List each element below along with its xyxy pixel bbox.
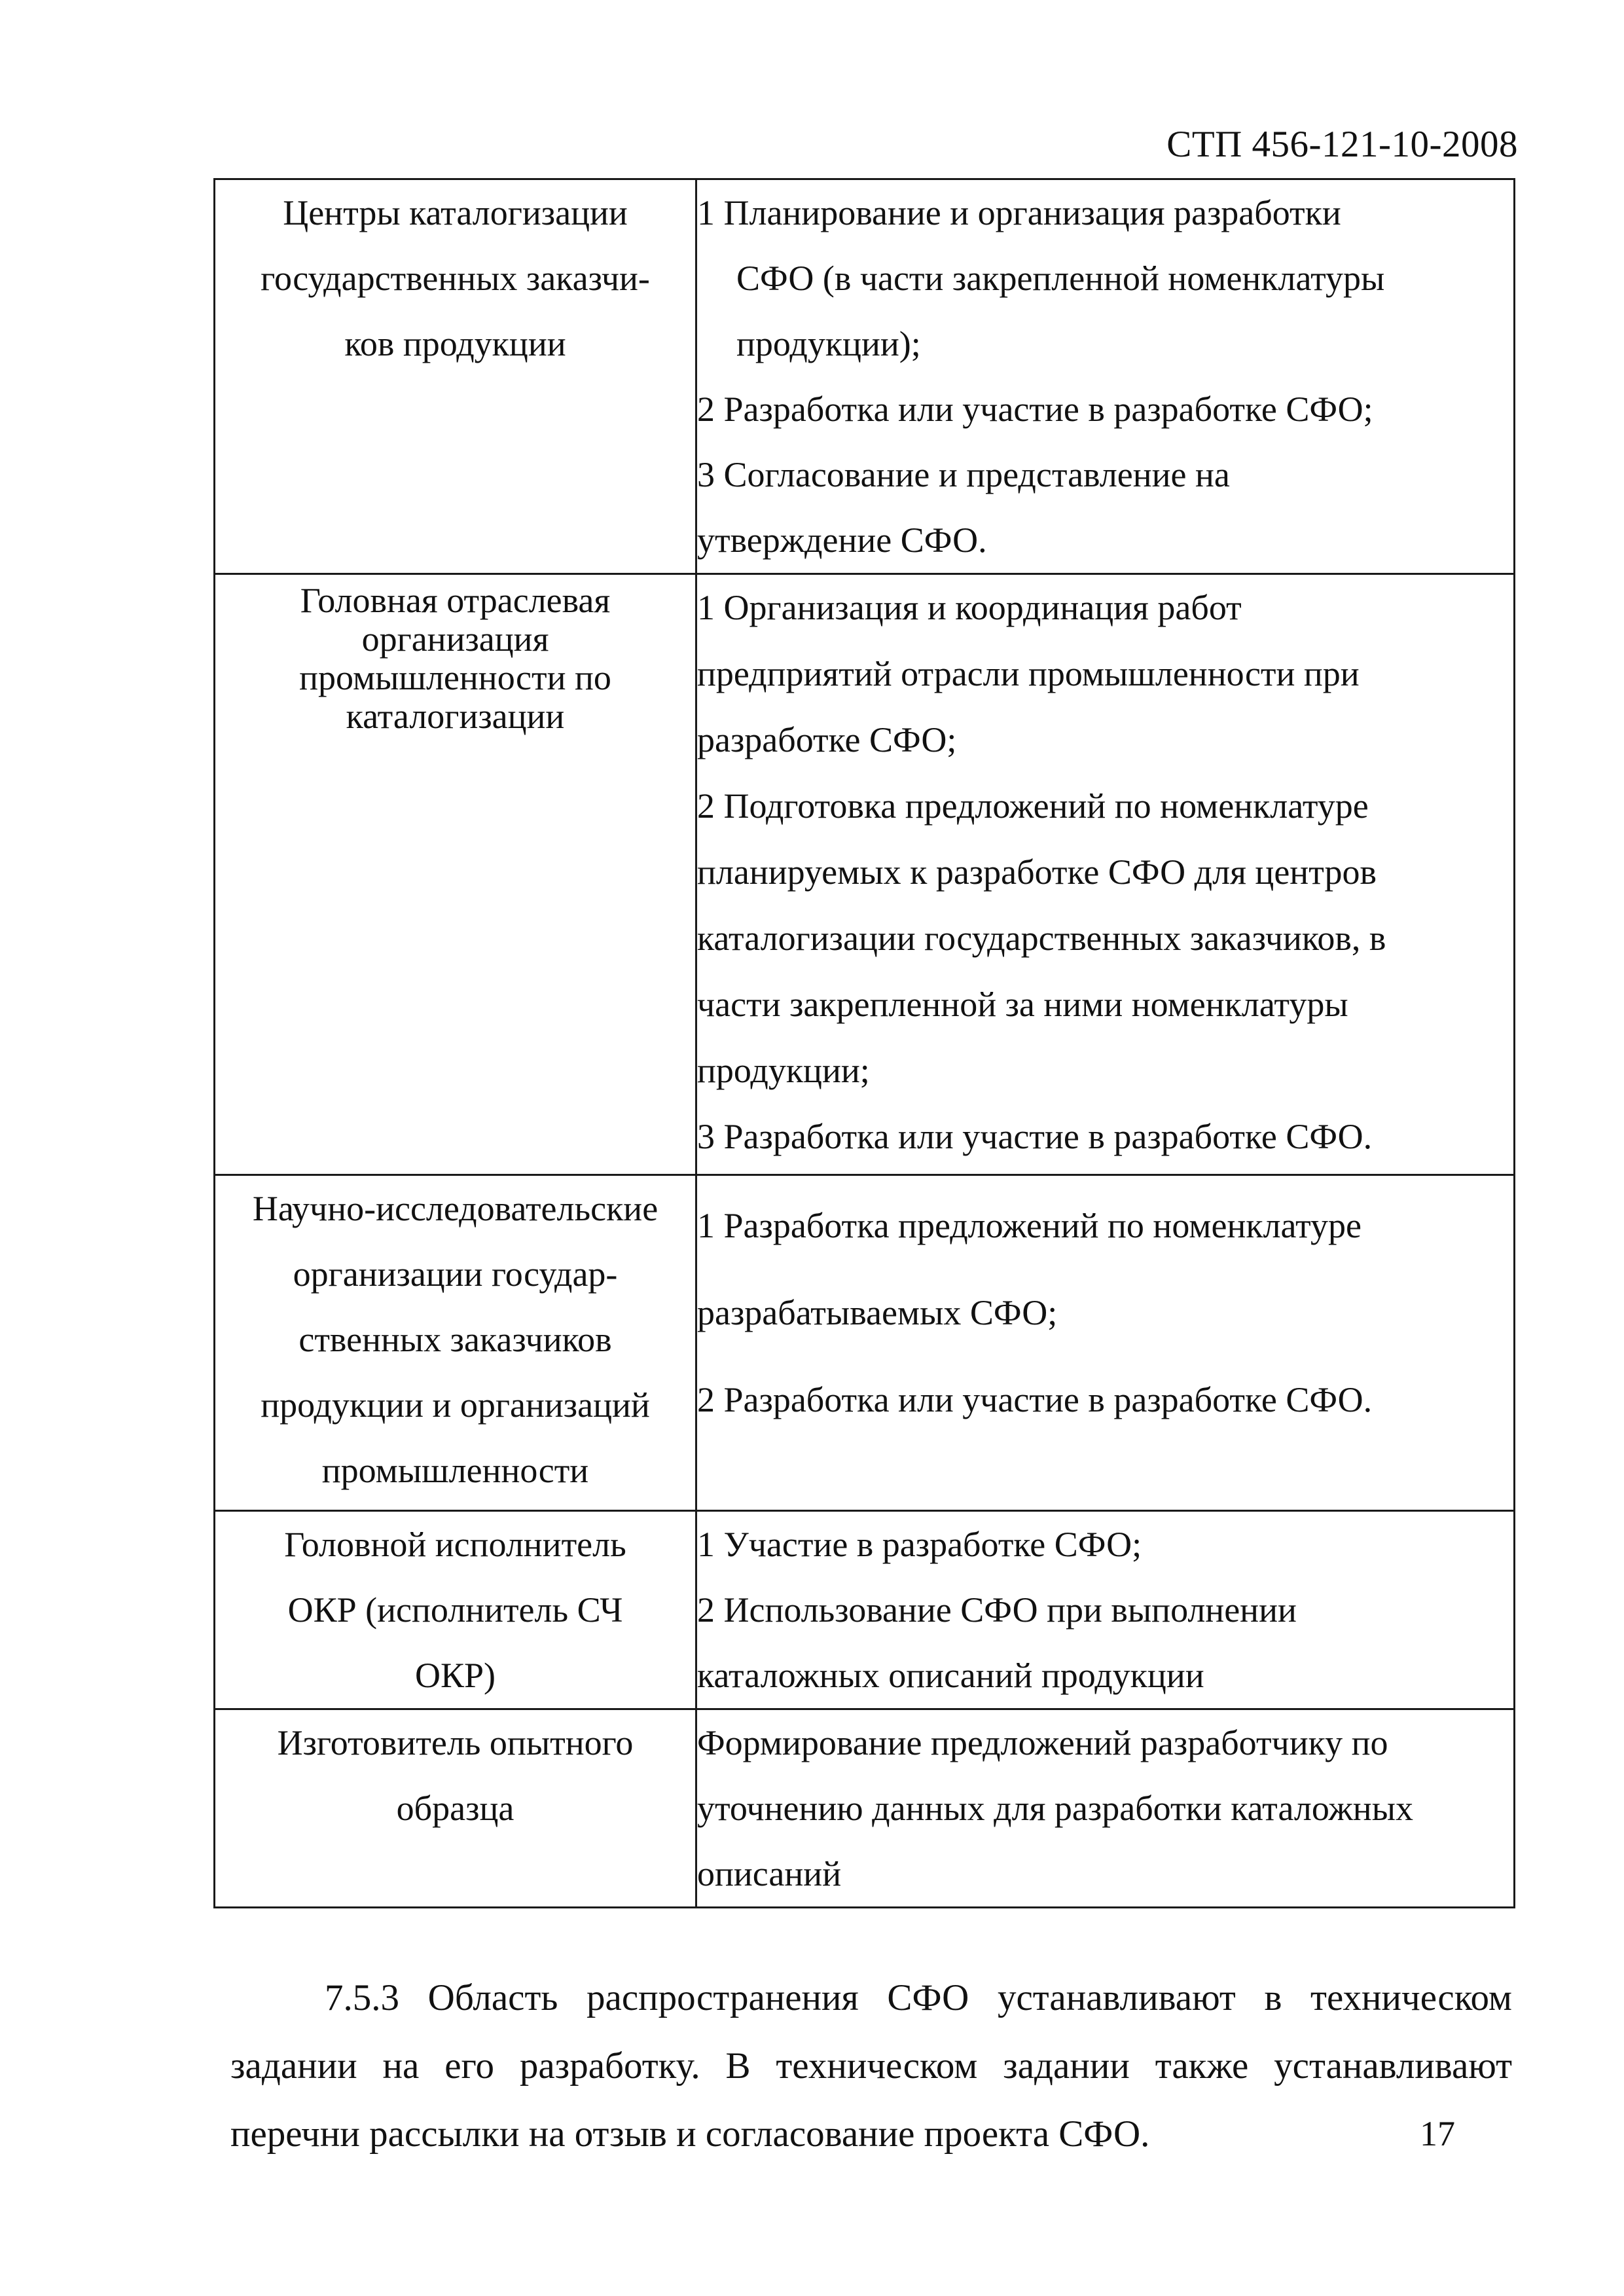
function-line: предприятий отрасли промышленности при	[697, 654, 1360, 693]
function-line: части закрепленной за ними номенклатуры	[697, 985, 1348, 1024]
body-paragraph	[230, 1964, 1512, 2168]
table-row	[215, 1175, 1515, 1511]
function-line: продукции);	[736, 324, 921, 363]
function-line: утверждение СФО.	[697, 520, 987, 560]
responsibility-table	[213, 178, 1515, 1908]
function-cell	[696, 1175, 1515, 1511]
organization-line: Изготовитель опытного	[277, 1723, 634, 1762]
organization-line: каталогизации	[346, 697, 565, 736]
function-line: СФО (в части закрепленной номенклатуры	[736, 259, 1385, 298]
function-line: каталогизации государственных заказчиков, в	[697, 919, 1386, 958]
organization-line: продукции и организаций	[261, 1385, 650, 1425]
page-number: 17	[1420, 2114, 1455, 2153]
organization-line: организации государ-	[293, 1254, 618, 1294]
function-line: уточнению данных для разработки каталожных	[697, 1789, 1413, 1828]
function-line: 1 Планирование и организация разработки	[697, 193, 1341, 232]
function-line: 3 Разработка или участие в разработке СФО.	[697, 1117, 1373, 1156]
function-line: 1 Разработка предложений по номенклатуре	[697, 1206, 1362, 1245]
organization-cell	[215, 1175, 696, 1511]
function-line: 2 Разработка или участие в разработке СФО;	[697, 390, 1373, 429]
table-row	[215, 1511, 1515, 1709]
function-line: планируемых к разработке СФО для центров	[697, 852, 1377, 892]
function-line: разработке СФО;	[697, 720, 957, 759]
function-line: каталожных описаний продукции	[697, 1656, 1204, 1695]
function-cell	[696, 1511, 1515, 1709]
function-line: 2 Использование СФО при выполнении	[697, 1590, 1297, 1630]
organization-cell	[215, 574, 696, 1175]
organization-line: ОКР (исполнитель СЧ	[287, 1590, 623, 1630]
organization-line: государственных заказчи-	[261, 259, 650, 298]
function-line: разрабатываемых СФО;	[697, 1293, 1058, 1332]
table-row	[215, 574, 1515, 1175]
function-line: 2 Подготовка предложений по номенклатуре	[697, 786, 1369, 826]
organization-line: промышленности по	[299, 658, 611, 697]
organization-line: образца	[396, 1789, 514, 1828]
organization-line: ственных заказчиков	[298, 1320, 612, 1359]
organization-line: Головной исполнитель	[284, 1525, 626, 1564]
organization-line: ОКР)	[414, 1656, 496, 1695]
paragraph-line: задании на его разработку. В техническом задании также устанавливают	[230, 2045, 1512, 2086]
organization-line: Головная отраслевая	[300, 581, 611, 620]
function-line: продукции;	[697, 1051, 870, 1090]
function-cell	[696, 179, 1515, 574]
function-line: 3 Согласование и представление на	[697, 455, 1230, 494]
function-line: 1 Организация и координация работ	[697, 588, 1242, 627]
function-line: 2 Разработка или участие в разработке СФО.	[697, 1380, 1373, 1419]
organization-line: Научно-исследовательские	[252, 1189, 659, 1228]
organization-cell	[215, 1511, 696, 1709]
organization-line: ков продукции	[344, 324, 566, 363]
table-row	[215, 179, 1515, 574]
organization-line: организация	[361, 619, 549, 659]
paragraph-line: перечни рассылки на отзыв и согласование проекта СФО.	[230, 2113, 1150, 2155]
function-line: Формирование предложений разработчику по	[697, 1723, 1388, 1762]
paragraph-line: 7.5.3 Область распространения СФО устанавливают в техническом	[325, 1977, 1512, 2018]
function-cell	[696, 1709, 1515, 1908]
function-cell	[696, 574, 1515, 1175]
function-line: 1 Участие в разработке СФО;	[697, 1525, 1142, 1564]
organization-line: промышленности	[321, 1451, 589, 1490]
document-code: СТП 456-121-10-2008	[1166, 124, 1518, 165]
function-line: описаний	[697, 1854, 842, 1893]
organization-cell	[215, 179, 696, 574]
organization-line: Центры каталогизации	[283, 193, 628, 232]
organization-cell	[215, 1709, 696, 1908]
table-row	[215, 1709, 1515, 1908]
